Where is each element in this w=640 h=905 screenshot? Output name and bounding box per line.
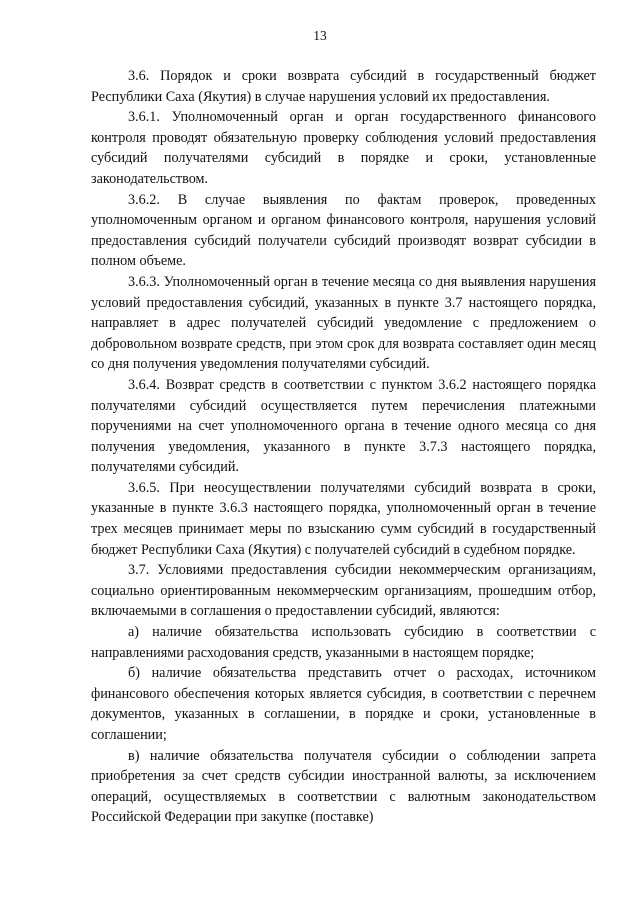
- paragraph-3-6-3: 3.6.3. Уполномоченный орган в течение месяца со дня выявления нарушения условий предоставления субсидий, указанных в пункте 3.7 настоящего порядка, направляет в адрес получателей субсидий уведомление с предложением о добровольном возврате средств, при этом срок для возврата составляет один месяц со дня получения уведомления получателями субсидий.: [91, 273, 596, 373]
- paragraph-3-6-1: 3.6.1. Уполномоченный орган и орган государственного финансового контроля проводят обязательную проверку соблюдения условий предоставления субсидий получателями субсидий в порядке и сроки, установленные законодательством.: [91, 109, 596, 187]
- list-item-v: в) наличие обязательства получателя субсидии о соблюдении запрета приобретения за счет средств субсидии иностранной валюты, за исключением операций, осуществляемых в соответствии с валютным законодательством Российской Федерации при закупке (поставке): [91, 747, 596, 826]
- paragraph-3-6-5: 3.6.5. При неосуществлении получателями субсидий возврата в сроки, указанные в пункте 3.6.3 настоящего порядка, уполномоченный орган в течение трех месяцев принимает меры по взысканию сумм субсидий в государственный бюджет Республики Саха (Якутия) с получателей субсидий в судебном порядке.: [91, 479, 596, 558]
- list-item-a: а) наличие обязательства использовать субсидию в соответствии с направлениями расходования средств, указанными в настоящем порядке;: [91, 624, 596, 661]
- paragraph-3-6-4: 3.6.4. Возврат средств в соответствии с пунктом 3.6.2 настоящего порядка получателями субсидий осуществляется путем перечисления платежными поручениями на счет уполномоченного органа в течение одного месяца со дня получения уведомления, указанного в пункте 3.7.3 настоящего порядка, получателями субсидий.: [91, 376, 596, 476]
- list-item-b: б) наличие обязательства представить отчет о расходах, источником финансового обеспечения которых является субсидия, в соответствии с перечнем документов, указанных в соглашении, в порядке и сроки, установленные в соглашении;: [91, 665, 596, 743]
- page-number: 13: [313, 28, 327, 43]
- paragraph-3-7: 3.7. Условиями предоставления субсидии некоммерческим организациям, социально ориентированным некоммерческим организациям, прошедшим отбор, включаемыми в соглашения о предоставлении субсидий, являются:: [91, 562, 596, 620]
- paragraph-3-6: 3.6. Порядок и сроки возврата субсидий в государственный бюджет Республики Саха (Якутия) в случае нарушения условий их предоставления.: [91, 68, 596, 105]
- document-body: [91, 66, 596, 828]
- paragraph-3-6-2: 3.6.2. В случае выявления по фактам проверок, проведенных уполномоченным органом и органом финансового контроля, нарушения условий предоставления субсидий получатели субсидий производят возврат субсидии в полном объеме.: [91, 191, 596, 270]
